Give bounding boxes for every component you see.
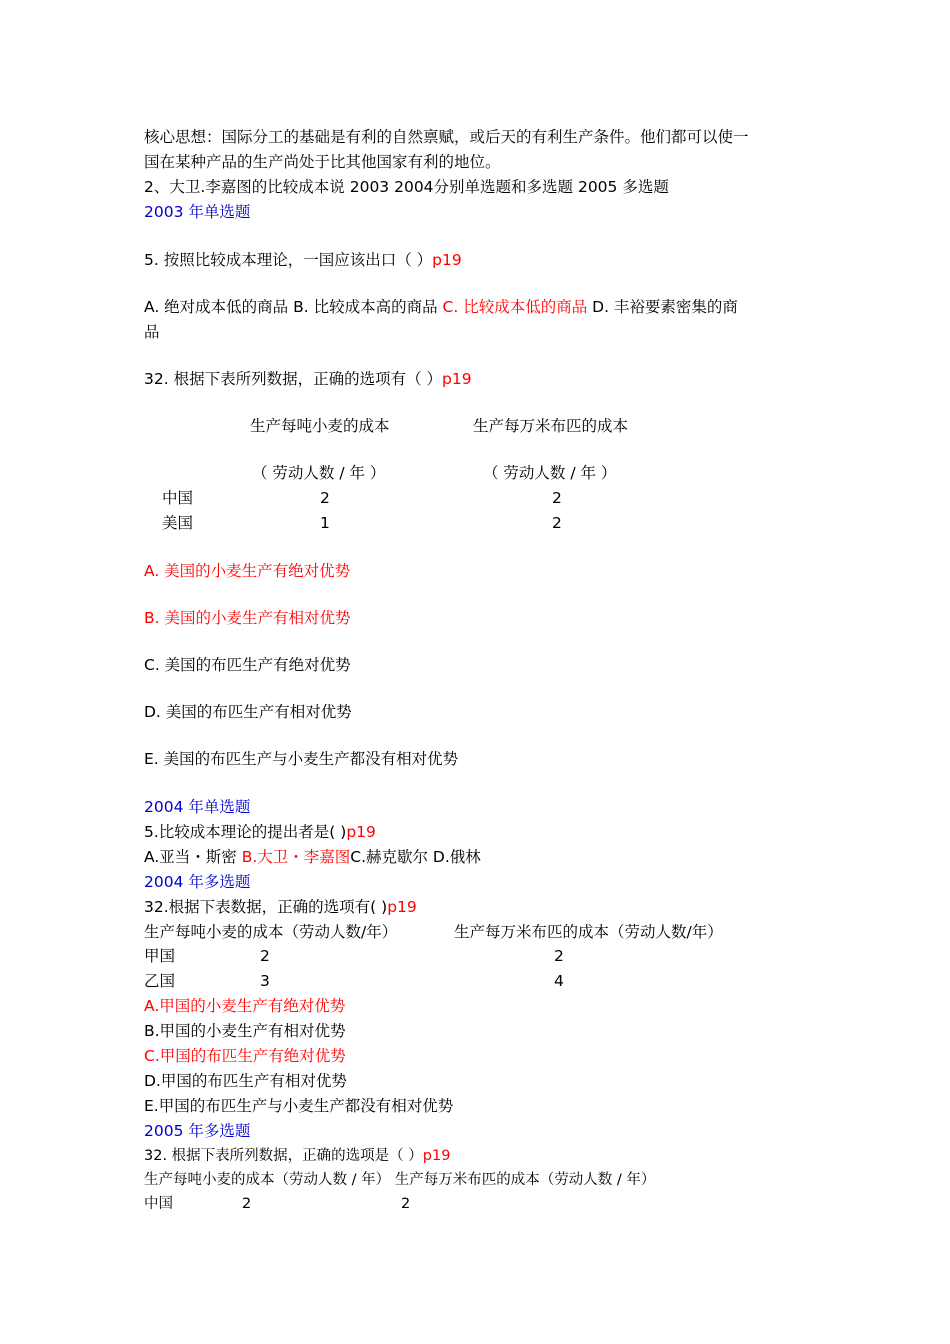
heading-2003-single: 2003 年单选题 — [144, 203, 251, 221]
q32-2003-option-e: E. 美国的布匹生产与小麦生产都没有相对优势 — [144, 750, 459, 768]
table-2003-col2-unit: （ 劳动人数 / 年 ） — [483, 464, 617, 482]
q32-2004-option-b: B.甲国的小麦生产有相对优势 — [144, 1022, 346, 1040]
table-2005-header: 生产每吨小麦的成本（劳动人数 / 年） 生产每万米布匹的成本（劳动人数 / 年） — [144, 1172, 656, 1188]
q5-2004-options — [144, 847, 481, 867]
core-idea-line-2: 国在某种产品的生产尚处于比其他国家有利的地位。 — [144, 153, 501, 171]
q32-2004-option-c: C.甲国的布匹生产有绝对优势 — [144, 1047, 346, 1065]
q32-2003-ref: p19 — [442, 370, 472, 388]
q5-2003-ref: p19 — [432, 251, 462, 269]
q32-2003-option-a: A. 美国的小麦生产有绝对优势 — [144, 562, 351, 580]
q32-2004-ref: p19 — [387, 898, 417, 916]
table-2003-row-china-country: 中国 — [162, 489, 194, 507]
table-2004-row-yi-cloth: 4 — [554, 972, 564, 990]
q5-2003-opt-c-answer: C. 比较成本低的商品 — [442, 298, 588, 316]
table-2004-row-yi-wheat: 3 — [260, 972, 270, 990]
q5-2004-opt-b-answer: B.大卫・李嘉图 — [241, 848, 351, 866]
q5-2003-text: 5. 按照比较成本理论，一国应该出口（ ） — [144, 251, 433, 269]
q32-2005-text: 32. 根据下表所列数据，正确的选项是（ ） — [144, 1148, 423, 1164]
q5-2004-ref: p19 — [346, 823, 376, 841]
q5-2004-text: 5.比较成本理论的提出者是( ) — [144, 823, 347, 841]
table-2003-col1-title: 生产每吨小麦的成本 — [250, 417, 390, 435]
table-2004-row-yi-country: 乙国 — [144, 972, 176, 990]
q5-2004-opt-a: A.亚当・斯密 — [144, 848, 242, 866]
q32-2003-stem — [144, 369, 472, 389]
q32-2004-option-d: D.甲国的布匹生产有相对优势 — [144, 1072, 347, 1090]
table-2004-row-jia-cloth: 2 — [554, 947, 564, 965]
q32-2004-text: 32.根据下表数据，正确的选项有( ) — [144, 898, 388, 916]
core-idea-line-1: 核心思想：国际分工的基础是有利的自然禀赋，或后天的有利生产条件。他们都可以使一 — [144, 128, 749, 146]
table-2004-col2-title: 生产每万米布匹的成本（劳动人数/年） — [454, 923, 723, 941]
q5-2003-options — [144, 297, 738, 317]
heading-2004-multi: 2004 年多选题 — [144, 873, 251, 891]
q32-2004-option-a: A.甲国的小麦生产有绝对优势 — [144, 997, 346, 1015]
q32-2004-stem — [144, 897, 417, 917]
table-2003-row-china-wheat: 2 — [320, 489, 330, 507]
q5-2003-opt-ab: A. 绝对成本低的商品 B. 比较成本高的商品 — [144, 298, 443, 316]
q32-2005-stem — [144, 1146, 450, 1166]
table-2005-row-china-cloth: 2 — [401, 1196, 411, 1212]
table-2003-col2-title: 生产每万米布匹的成本 — [473, 417, 629, 435]
table-2003-row-usa-cloth: 2 — [552, 514, 562, 532]
table-2005-row-china-country: 中国 — [144, 1196, 173, 1212]
q5-2003-stem — [144, 250, 462, 270]
heading-2004-single: 2004 年单选题 — [144, 798, 251, 816]
table-2004-col1-title: 生产每吨小麦的成本（劳动人数/年） — [144, 923, 398, 941]
q32-2003-option-d: D. 美国的布匹生产有相对优势 — [144, 703, 352, 721]
q32-2005-ref: p19 — [422, 1148, 451, 1164]
point-2-ricardo: 2、大卫.李嘉图的比较成本说 2003 2004分别单选题和多选题 2005 多选题 — [144, 178, 669, 196]
q32-2003-option-c: C. 美国的布匹生产有绝对优势 — [144, 656, 351, 674]
heading-2005-multi: 2005 年多选题 — [144, 1122, 251, 1140]
table-2003-row-china-cloth: 2 — [552, 489, 562, 507]
q32-2004-option-e: E.甲国的布匹生产与小麦生产都没有相对优势 — [144, 1097, 454, 1115]
table-2003-col1-unit: （ 劳动人数 / 年 ） — [252, 464, 386, 482]
table-2004-row-jia-wheat: 2 — [260, 947, 270, 965]
table-2003-row-usa-country: 美国 — [162, 514, 194, 532]
table-2005-row-china-wheat: 2 — [242, 1196, 252, 1212]
q32-2003-option-b: B. 美国的小麦生产有相对优势 — [144, 609, 351, 627]
q5-2003-opt-d-cont: 品 — [144, 323, 160, 341]
q5-2004-stem — [144, 822, 376, 842]
table-2003-row-usa-wheat: 1 — [320, 514, 330, 532]
table-2004-row-jia-country: 甲国 — [144, 947, 176, 965]
q5-2003-opt-d: D. 丰裕要素密集的商 — [587, 298, 738, 316]
q32-2003-text: 32. 根据下表所列数据，正确的选项有（ ） — [144, 370, 443, 388]
q5-2004-opt-cd: C.赫克歇尔 D.俄林 — [350, 848, 481, 866]
